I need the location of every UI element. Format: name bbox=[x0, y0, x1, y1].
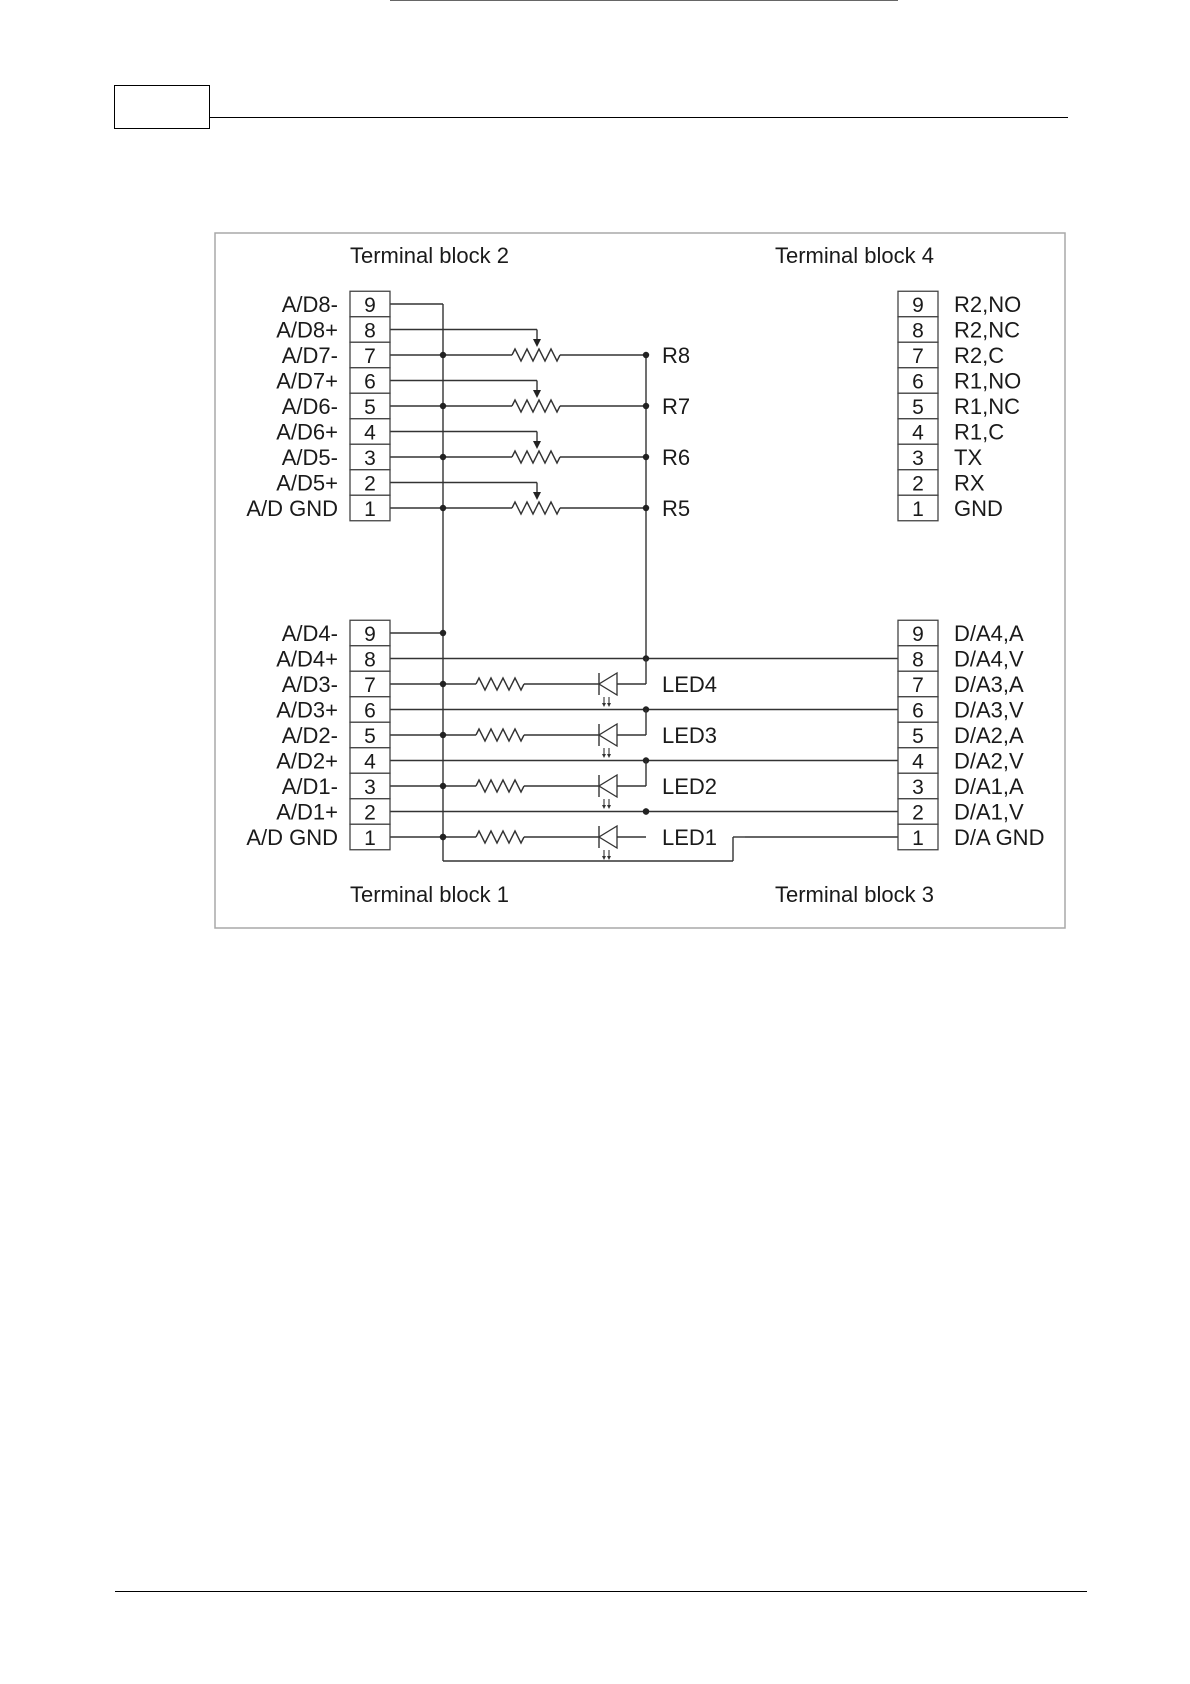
terminal-label: A/D5- bbox=[281, 445, 338, 470]
terminal-pin-number: 1 bbox=[364, 827, 376, 850]
terminal-pin-number: 5 bbox=[912, 396, 924, 419]
terminal-label: A/D8+ bbox=[276, 317, 338, 343]
junction-dot bbox=[440, 834, 446, 840]
junction-dot bbox=[643, 808, 649, 814]
terminal-label: D/A4,A bbox=[954, 621, 1024, 646]
junction-dot bbox=[643, 454, 649, 460]
terminal-pin-number: 4 bbox=[912, 750, 924, 774]
terminal-pin-number: 9 bbox=[912, 623, 924, 646]
terminal-pin-number: 6 bbox=[912, 699, 924, 723]
terminal-label: A/D3+ bbox=[276, 697, 338, 723]
pot-label-r7: R7 bbox=[662, 394, 691, 419]
terminal-pin-number: 3 bbox=[912, 776, 924, 799]
terminal-label: GND bbox=[954, 496, 1003, 521]
terminal-pin-number: 6 bbox=[364, 699, 376, 723]
led-label-led2: LED2 bbox=[662, 774, 718, 799]
terminal-label: D/A2,A bbox=[954, 723, 1024, 748]
terminal-label: D/A GND bbox=[954, 825, 1045, 850]
terminal-pin-number: 9 bbox=[912, 294, 924, 317]
terminal-pin-number: 9 bbox=[364, 294, 376, 317]
terminal-pin-number: 1 bbox=[364, 498, 376, 521]
terminal-label: D/A1,V bbox=[954, 799, 1024, 825]
led-label-led3: LED3 bbox=[662, 723, 718, 748]
terminal-pin-number: 8 bbox=[912, 648, 924, 672]
terminal-pin-number: 4 bbox=[364, 421, 376, 445]
terminal-label: RX bbox=[954, 470, 985, 496]
terminal-block-1-title: Terminal block 1 bbox=[350, 882, 509, 907]
terminal-label: A/D1- bbox=[281, 774, 338, 799]
terminal-pin-number: 8 bbox=[364, 319, 376, 343]
terminal-pin-number: 8 bbox=[364, 648, 376, 672]
terminal-label: A/D2+ bbox=[276, 748, 338, 774]
terminal-pin-number: 2 bbox=[364, 801, 376, 825]
terminal-pin-number: 8 bbox=[912, 319, 924, 343]
terminal-label: A/D8- bbox=[281, 292, 338, 317]
terminal-label: A/D GND bbox=[246, 825, 338, 850]
terminal-label: R1,NC bbox=[954, 394, 1021, 419]
junction-dot bbox=[440, 630, 446, 636]
terminal-pin-number: 2 bbox=[912, 472, 924, 496]
terminal-pin-number: 6 bbox=[364, 370, 376, 394]
terminal-pin-number: 7 bbox=[912, 345, 924, 368]
terminal-pin-number: 5 bbox=[364, 725, 376, 748]
terminal-label: A/D5+ bbox=[276, 470, 338, 496]
terminal-pin-number: 3 bbox=[364, 776, 376, 799]
pot-label-r6: R6 bbox=[662, 445, 691, 470]
terminal-label: R2,C bbox=[954, 343, 1005, 368]
junction-dot bbox=[643, 403, 649, 409]
terminal-pin-number: 2 bbox=[364, 472, 376, 496]
terminal-label: A/D1+ bbox=[276, 799, 338, 825]
terminal-pin-number: 7 bbox=[364, 674, 376, 697]
terminal-label: D/A4,V bbox=[954, 646, 1024, 672]
terminal-pin-number: 1 bbox=[912, 498, 924, 521]
terminal-label: A/D2- bbox=[281, 723, 338, 748]
junction-dot bbox=[440, 681, 446, 687]
terminal-label: R2,NO bbox=[954, 292, 1022, 317]
junction-dot bbox=[643, 352, 649, 358]
terminal-label: A/D7- bbox=[281, 343, 338, 368]
junction-dot bbox=[440, 783, 446, 789]
terminal-label: R2,NC bbox=[954, 317, 1021, 343]
terminal-pin-number: 7 bbox=[912, 674, 924, 697]
terminal-pin-number: 9 bbox=[364, 623, 376, 646]
terminal-pin-number: 4 bbox=[364, 750, 376, 774]
terminal-label: A/D GND bbox=[246, 496, 338, 521]
terminal-label: R1,C bbox=[954, 419, 1005, 445]
led-label-led4: LED4 bbox=[662, 672, 718, 697]
terminal-pin-number: 2 bbox=[912, 801, 924, 825]
terminal-pin-number: 5 bbox=[912, 725, 924, 748]
terminal-label: A/D6- bbox=[281, 394, 338, 419]
junction-dot bbox=[440, 454, 446, 460]
junction-dot bbox=[440, 505, 446, 511]
terminal-label: D/A1,A bbox=[954, 774, 1024, 799]
junction-dot bbox=[643, 505, 649, 511]
pot-label-r8: R8 bbox=[662, 343, 691, 368]
terminal-pin-number: 4 bbox=[912, 421, 924, 445]
terminal-label: A/D3- bbox=[281, 672, 338, 697]
terminal-pin-number: 5 bbox=[364, 396, 376, 419]
terminal-pin-number: 7 bbox=[364, 345, 376, 368]
terminal-block-3-title: Terminal block 3 bbox=[775, 882, 934, 907]
terminal-pin-number: 3 bbox=[364, 447, 376, 470]
junction-dot bbox=[440, 403, 446, 409]
terminal-label: D/A2,V bbox=[954, 748, 1024, 774]
terminal-label: D/A3,A bbox=[954, 672, 1024, 697]
terminal-block-2-title: Terminal block 2 bbox=[350, 243, 509, 268]
terminal-label: R1,NO bbox=[954, 368, 1022, 394]
terminal-pin-number: 3 bbox=[912, 447, 924, 470]
terminal-label: TX bbox=[954, 445, 983, 470]
terminal-label: A/D4- bbox=[281, 621, 338, 646]
terminal-pin-number: 1 bbox=[912, 827, 924, 850]
junction-dot bbox=[440, 732, 446, 738]
terminal-block-4-title: Terminal block 4 bbox=[775, 243, 934, 268]
terminal-label: A/D4+ bbox=[276, 646, 338, 672]
pot-label-r5: R5 bbox=[662, 496, 691, 521]
led-label-led1: LED1 bbox=[662, 825, 718, 850]
terminal-label: D/A3,V bbox=[954, 697, 1024, 723]
terminal-label: A/D6+ bbox=[276, 419, 338, 445]
junction-dot bbox=[440, 352, 446, 358]
terminal-label: A/D7+ bbox=[276, 368, 338, 394]
terminal-pin-number: 6 bbox=[912, 370, 924, 394]
